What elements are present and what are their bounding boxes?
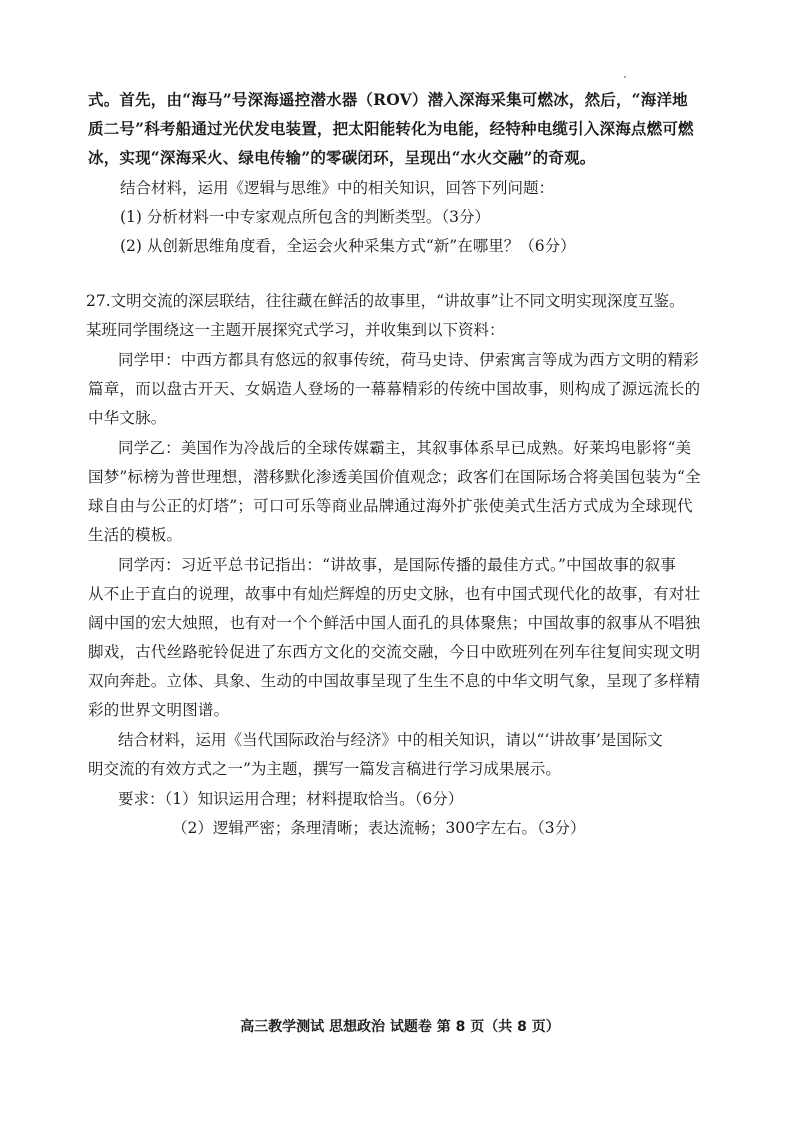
- student-a-line-1: 同学甲：中西方都具有悠远的叙事传统，荷马史诗、伊索寓言等成为西方文明的精彩: [118, 351, 699, 369]
- student-c-line-2: 从不止于直白的说理，故事中有灿烂辉煌的历史文脉，也有中国式现代化的故事，有对壮: [88, 585, 701, 603]
- student-b-line-2: 国梦”标榜为普世理想，潜移默化渗透美国价值观念；政客们在国际场合将美国包装为“全: [88, 468, 701, 486]
- q26-subquestion-2: (2) 从创新思维角度看，全运会火种采集方式“新”在哪里？（6分）: [120, 237, 576, 255]
- student-a-line-2: 篇章，而以盘古开天、女娲造人登场的一幕幕精彩的传统中国故事，则构成了源远流长的: [88, 380, 701, 398]
- student-b-line-4: 生活的模板。: [88, 526, 183, 544]
- q26-text-line-3: 冰，实现“深海采火、绿电传输”的零碳闭环，呈现出“水火交融”的奇观。: [88, 148, 596, 167]
- student-c-line-6: 彩的世界文明图谱。: [88, 701, 230, 719]
- student-a-line-3: 中华文脉。: [88, 409, 167, 427]
- page-footer: 高三教学测试 思想政治 试题卷 第 8 页（共 8 页）: [240, 1019, 560, 1035]
- q26-text-line-2: 质二号”科考船通过光伏发电装置，把太阳能转化为电能，经特种电缆引入深海点燃可燃: [88, 119, 694, 138]
- q27-requirement-1: 要求：（1）知识运用合理；材料提取恰当。（6分）: [118, 790, 464, 808]
- q27-intro-line-2: 某班同学围绕这一主题开展探究式学习，并收集到以下资料：: [86, 321, 505, 339]
- q26-subquestion-1: (1) 分析材料一中专家观点所包含的判断类型。（3分）: [120, 208, 490, 226]
- scan-speck: [624, 76, 626, 78]
- student-c-line-5: 双向奔赴。立体、具象、生动的中国故事呈现了生生不息的中华文明气象，呈现了多样精: [88, 672, 701, 690]
- q27-task-line-1: 结合材料，运用《当代国际政治与经济》中的相关知识，请以“‘讲故事’是国际文: [118, 731, 663, 749]
- q26-text-line-1: 式。首先，由“海马”号深海遥控潜水器（ROV）潜入深海采集可燃冰，然后，“海洋地: [88, 90, 688, 109]
- student-c-line-4: 脚戏，古代丝路驼铃促进了东西方文化的交流交融，今日中欧班列在列车往复间实现文明: [88, 643, 701, 661]
- student-b-line-3: 球自由与公正的灯塔”；可口可乐等商业品牌通过海外扩张使美式生活方式成为全球现代: [88, 497, 693, 515]
- student-c-line-3: 阔中国的宏大烛照，也有对一个个鲜活中国人面孔的具体聚焦；中国故事的叙事从不唱独: [88, 614, 701, 632]
- q27-requirement-2: （2）逻辑严密；条理清晰；表达流畅；300字左右。（3分）: [172, 819, 586, 837]
- student-b-line-1: 同学乙：美国作为冷战后的全球传媒霸主，其叙事体系早已成熟。好莱坞电影将“美: [118, 439, 692, 457]
- q27-task-line-2: 明交流的有效方式之一”为主题，撰写一篇发言稿进行学习成果展示。: [88, 760, 561, 778]
- q27-intro-line-1: 27.文明交流的深层联结，往往藏在鲜活的故事里，“讲故事”让不同文明实现深度互鉴。: [86, 292, 685, 310]
- student-c-line-1: 同学丙：习近平总书记指出：“讲故事，是国际传播的最佳方式。”中国故事的叙事: [118, 556, 677, 574]
- q26-instruction: 结合材料，运用《逻辑与思维》中的相关知识，回答下列问题：: [120, 179, 555, 197]
